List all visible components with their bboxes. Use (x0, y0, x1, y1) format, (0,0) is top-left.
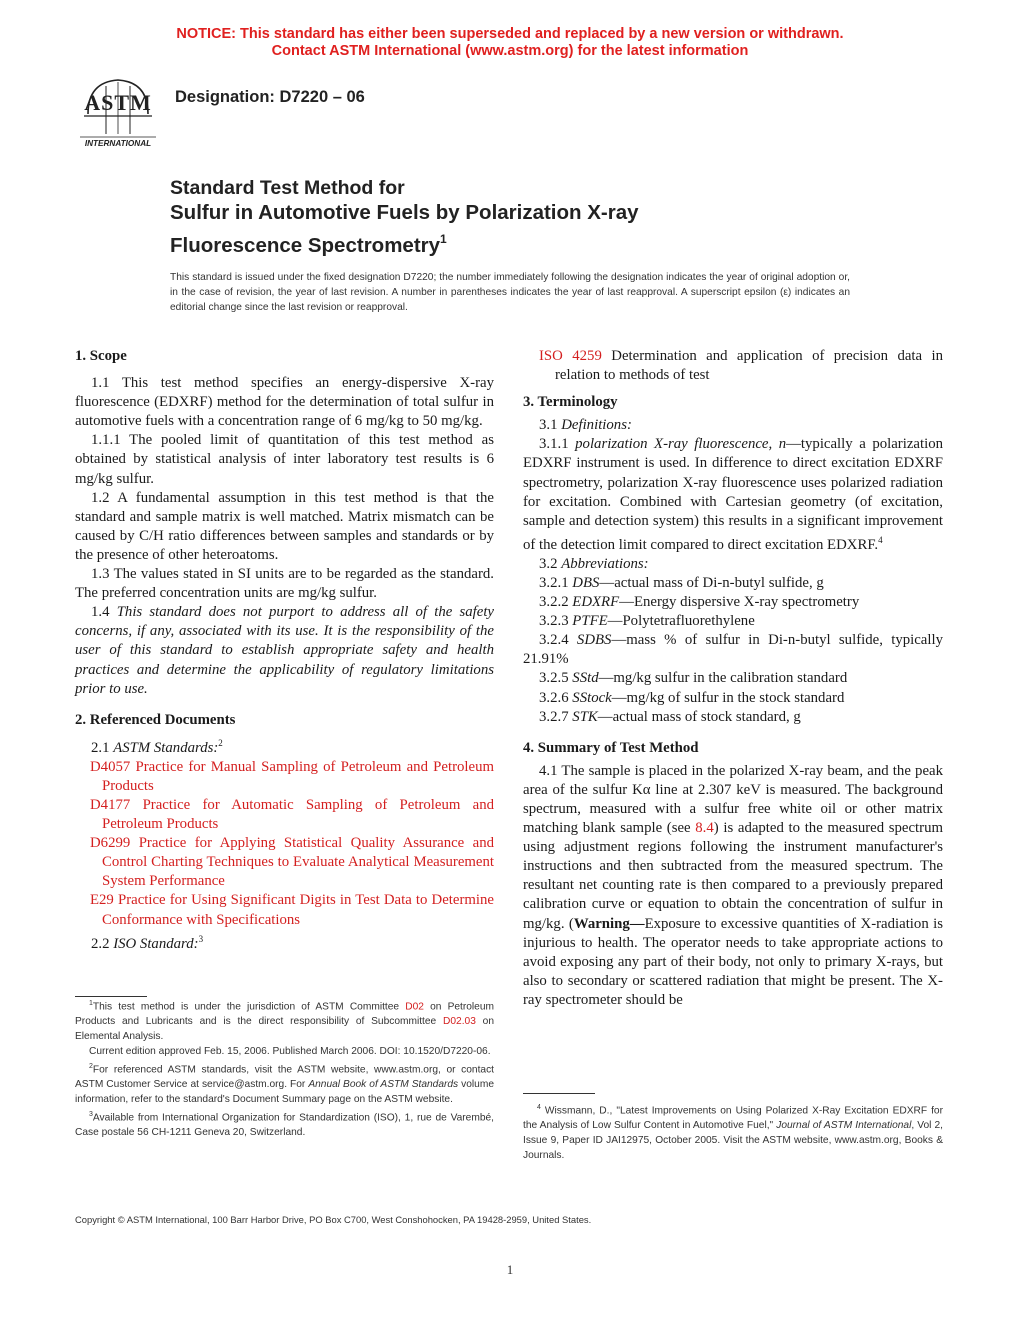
list-item: 3.2.2 EDXRF—Energy dispersive X-ray spectrometry (539, 594, 860, 611)
footnote-3: $^3$Available from International Organization for Standardization (ISO), 1, rue de Varembé, Case postale 56 CH-1211 Geneva 20, Switzerland. (75, 1111, 494, 1139)
definition-3-1-1: 3.1.1 polarization X-ray fluorescence, n—typically a polarization EDXRF instrument is used. In difference to direct excitation EDXRF spectrometry, polarization X-ray fluorescence uses polarized radiation for excitation. Combined with Cartesian geometry (of excitation, sample and detection system) this results in a significant improvement of the detection limit compared to direct excitation EDXRF.$^4$ (523, 436, 943, 553)
iso-standard-label: 2.2 ISO Standard:$^3$ (91, 933, 204, 952)
title-line-2: Sulfur in Automotive Fuels by Polarization X-ray (170, 201, 639, 224)
notice-line-2: Contact ASTM International (www.astm.org) for the latest information (271, 43, 749, 59)
copyright-notice: Copyright © ASTM International, 100 Barr Harbor Drive, PO Box C700, West Conshohocken, PA 19428-2959, United States. (75, 1214, 592, 1225)
title-line-1: Standard Test Method for (170, 177, 405, 199)
referenced-heading: 2. Referenced Documents (75, 711, 236, 728)
designation: Designation: D7220 – 06 (175, 88, 365, 106)
scope-heading: 1. Scope (75, 348, 127, 364)
iso-reference-item (523, 347, 943, 385)
iso-code-link[interactable]: ISO 4259 (539, 348, 602, 364)
list-item: 3.2.6 SStock—mg/kg of sulfur in the stock standard (539, 689, 845, 706)
logo-letters: ASTM (84, 90, 152, 115)
abbreviation-list (523, 574, 943, 727)
reference-title-link[interactable]: Practice for Manual Sampling of Petroleum and Petroleum Products (102, 758, 494, 794)
summary-4-1: 4.1 The sample is placed in the polarized X-ray beam, and the peak area of the sulfur Kα line at 2.307 keV is measured. The background spectrum, measured with a sulfur free white oil or other matrix matching blank sample (see 8.4) is adapted to the measured spectrum using adjustment regions following the instrument manufacturer's instructions and then subtracted from the measured spectrum. The resultant net counting rate is then compared to a previously prepared calibration curve or equation to obtain the concentration of sulfur in mg/kg. (Warning—Exposure to excessive quantities of X-radiation is injurious to health. The operator needs to take appropriate actions to avoid exposing any part of their body, not only to primary X-rays, but also to secondary or scattered radiation that might be present. The X-ray spectrometer should be (523, 762, 944, 1008)
terminology-heading: 3. Terminology (523, 394, 618, 411)
subcommittee-link[interactable]: D02.03 (443, 1016, 476, 1028)
reference-code-link[interactable]: E29 (90, 892, 114, 909)
reference-title-link[interactable]: Practice for Automatic Sampling of Petroleum and Petroleum Products (102, 796, 494, 833)
reference-code-link[interactable]: D4057 (90, 758, 131, 775)
left-column (75, 347, 494, 954)
notice-line-1: NOTICE: This standard has either been superseded and replaced by a new version or withdrawn. (176, 26, 844, 42)
definitions-label: 3.1 Definitions: (539, 417, 632, 434)
footnotes-left (75, 997, 494, 1141)
scope-1-1-1: 1.1.1 The pooled limit of quantitation of this test method as obtained by statistical analysis of inter laboratory test results is 6 mg/kg sulfur. (75, 432, 494, 487)
list-item: 3.2.5 SStd—mg/kg sulfur in the calibration standard (539, 670, 848, 687)
reference-item (75, 758, 494, 796)
scope-1-4-text: This standard does not purport to address all of the safety concerns, if any, associated with its use. It is the responsibility of the user of this standard to establish appropriate safety and health practices and determine the applicability of regulatory limitations prior to use. (75, 604, 494, 697)
page-number: 1 (506, 1262, 514, 1277)
reference-title-link[interactable]: Practice for Applying Statistical Quality Assurance and Control Charting Techniques to Evaluate Analytical Measurement System Performance (102, 835, 494, 890)
reference-code-link[interactable]: D6299 (90, 835, 131, 852)
list-item: 3.2.1 DBS—actual mass of Di-n-butyl sulfide, g (539, 574, 824, 591)
logo-caption: INTERNATIONAL (84, 139, 152, 148)
warning-label: Warning— (573, 915, 645, 932)
reference-item (75, 891, 494, 929)
summary-heading: 4. Summary of Test Method (523, 739, 699, 756)
committee-link[interactable]: D02 (405, 1001, 424, 1013)
reference-item (75, 834, 494, 891)
title-footnote-mark: 1 (440, 232, 447, 246)
right-column (523, 347, 943, 1010)
reference-title-link[interactable]: Practice for Using Significant Digits in Test Data to Determine Conformance with Specifications (102, 892, 494, 928)
title-line-3: Fluorescence Spectrometry (170, 234, 441, 257)
section-8-4-link[interactable]: 8.4 (695, 820, 714, 837)
scope-1-2: 1.2 A fundamental assumption in this test method is that the standard and sample matrix is well matched. Matrix mismatch can be caused by C/H ratio differences between samples and standards or by the presence of other heteroatoms. (75, 489, 494, 563)
footnote-4: $^4$ Wissmann, D., "Latest Improvements on Using Polarized X-Ray Excitation EDXRF for the Analysis of Low Sulfur Content in Automotive Fuel," Journal of ASTM International, Vol 2, Issue 9, Paper ID JAI12975, October 2005. Visit the ASTM website, www.astm.org, Books & Journals. (523, 1104, 943, 1162)
scope-1-4-num: 1.4 (91, 604, 110, 621)
list-item: 3.2.7 STK—actual mass of stock standard, g (539, 708, 801, 725)
list-item: 3.2.3 PTFE—Polytetrafluorethylene (539, 613, 755, 630)
preface-note: This standard is issued under the fixed designation D7220; the number immediately following the designation indicates the year of original adoption or, in the case of revision, the year of last revision. A number in parentheses indicates the year of last reapproval. A superscript epsilon (ε) indicates an editorial change since the last revision or reapproval. (170, 272, 850, 313)
list-item: 3.2.4 SDBS—mass % of sulfur in Di-n-butyl sulfide, typically 21.91% (523, 632, 943, 668)
scope-1-4 (75, 603, 494, 698)
document-title (170, 176, 870, 259)
footnotes-right (523, 1101, 943, 1164)
reference-list (75, 758, 494, 930)
footnote-edition: Current edition approved Feb. 15, 2006. Published March 2006. DOI: 10.1520/D7220-06. (89, 1046, 491, 1058)
scope-1-1: 1.1 This test method specifies an energy-dispersive X-ray fluorescence (EDXRF) method for the determination of total sulfur in automotive fuels with a concentration range of 6 mg/kg to 50 mg/kg. (75, 375, 494, 430)
scope-1-3: 1.3 The values stated in SI units are to be regarded as the standard. The preferred concentration units are mg/kg sulfur. (75, 566, 494, 602)
astm-standards-label: 2.1 ASTM Standards:$^2$ (91, 737, 223, 756)
abbreviations-label: 3.2 Abbreviations: (539, 555, 649, 572)
footnote-1: $^1$This test method is under the jurisdiction of ASTM Committee D02 on Petroleum Products and Lubricants and is the direct responsibility of Subcommittee D02.03 on Elemental Analysis. (75, 1000, 494, 1043)
withdrawal-notice (0, 26, 1020, 60)
reference-code-link[interactable]: D4177 (90, 796, 131, 813)
reference-item (75, 796, 494, 834)
footnote-2: $^2$For referenced ASTM standards, visit the ASTM website, www.astm.org, or contact ASTM Customer Service at service@astm.org. For Annual Book of ASTM Standards volume information, refer to the standard's Document Summary page on the ASTM website. (75, 1063, 495, 1106)
iso-title: Determination and application of precision data in relation to methods of test (555, 348, 944, 384)
astm-logo (76, 76, 160, 150)
footnote-rule (523, 1093, 595, 1094)
